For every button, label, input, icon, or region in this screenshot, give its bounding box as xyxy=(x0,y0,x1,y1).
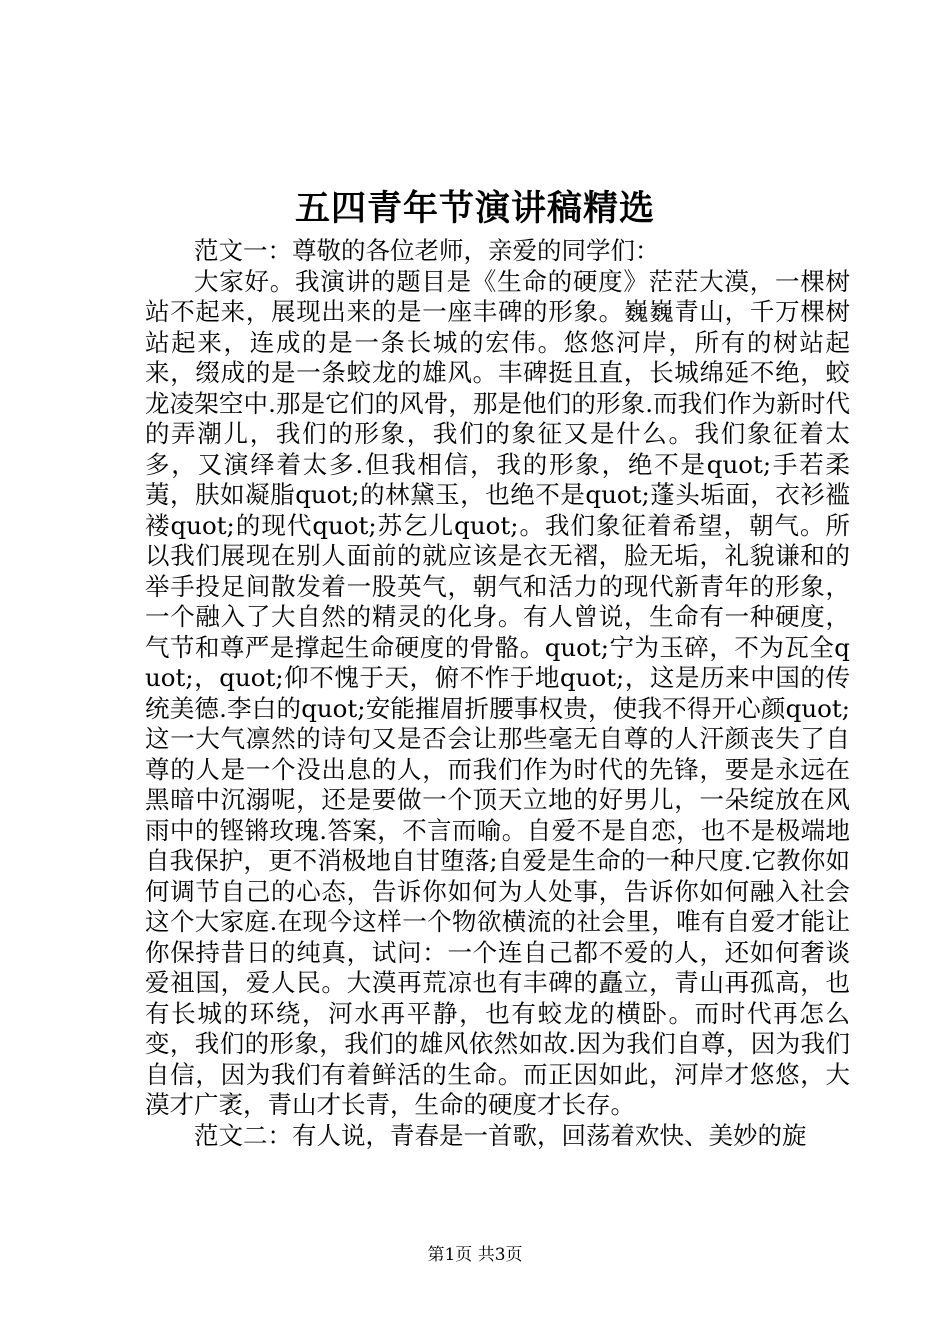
paragraph-greeting: 范文一：尊敬的各位老师，亲爱的同学们： xyxy=(194,236,660,265)
paragraph-speech-one: 大家好。我演讲的题目是《生命的硬度》茫茫大漠，一棵树站不起来，展现出来的是一座丰碑的形象。巍巍青山，千万棵树站起来，连成的是一条长城的宏伟。悠悠河岸，所有的树站起来，缀成的是一条蛟龙的雄风。丰碑挺且直，长城绵延不绝，蛟龙凌架空中.那是它们的风骨，那是他们的形象.而我们作为新时代的弄潮儿，我们的形象，我们的象征又是什么。我们象征着太多，又演绎着太多.但我相信，我的形象，绝不是quot;手若柔荑，肤如凝脂quot;的林黛玉，也绝不是quot;蓬头垢面，衣衫褴褛quot;的现代quot;苏乞儿quot;。我们象征着希望，朝气。所以我们展现在别人面前的就应该是衣无褶，脸无垢，礼貌谦和的举手投足间散发着一股英气，朝气和活力的现代新青年的形象，一个融入了大自然的精灵的化身。有人曾说，生命有一种硬度，气节和尊严是撑起生命硬度的骨骼。quot;宁为玉碎，不为瓦全quot;，quot;仰不愧于天，俯不怍于地quot;，这是历来中国的传统美德.李白的quot;安能摧眉折腰事权贵，使我不得开心颜quot;这一大气凛然的诗句又是否会让那些毫无自尊的人汗颜丧失了自尊的人是一个没出息的人，而我们作为时代的先锋，要是永远在黑暗中沉溺呢，还是要做一个顶天立地的好男儿，一朵绽放在风雨中的铿锵玫瑰.答案，不言而喻。自爱不是自恋，也不是极端地自我保护，更不消极地自甘堕落;自爱是生命的一种尺度.它教你如何调节自己的心态，告诉你如何为人处事，告诉你如何融入社会这个大家庭.在现今这样一个物欲横流的社会里，唯有自爱才能让你保持昔日的纯真，试问：一个连自己都不爱的人，还如何奢谈爱祖国，爱人民。大漠再荒凉也有丰碑的矗立，青山再孤高，也有长城的环绕，河水再平静，也有蛟龙的横卧。而时代再怎么变，我们的形象，我们的雄风依然如故.因为我们自尊，因为我们自信，因为我们有着鲜活的生命。而正因如此，河岸才悠悠，大漠才广袤，青山才长青，生命的硬度才长存。 xyxy=(145,266,850,1119)
page-footer: 第1页 共3页 xyxy=(427,1245,523,1265)
paragraph-speech-two: 范文二：有人说，青春是一首歌，回荡着欢快、美妙的旋 xyxy=(194,1120,807,1150)
page-title: 五四青年节演讲稿精选 xyxy=(294,188,655,229)
document-body xyxy=(145,236,850,1151)
